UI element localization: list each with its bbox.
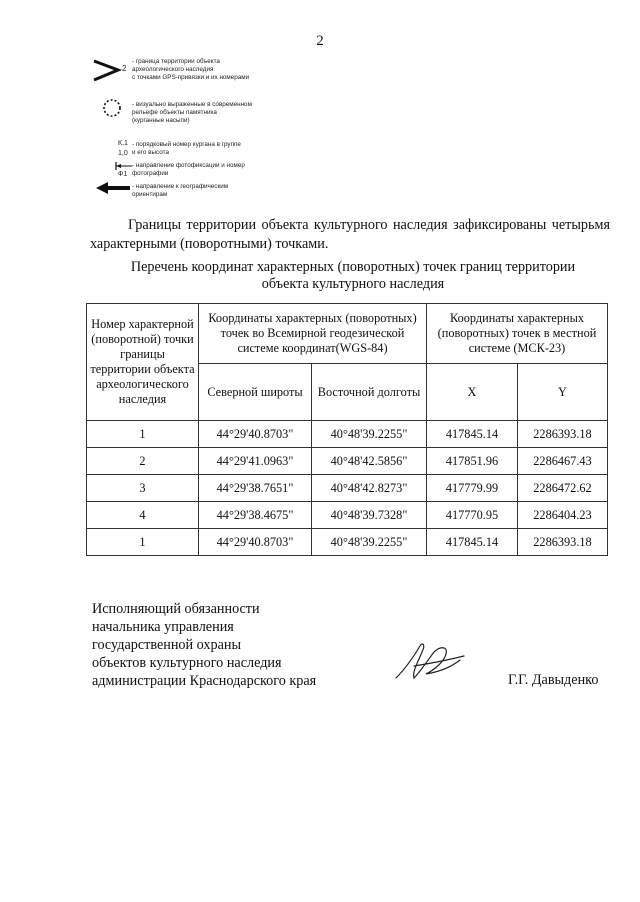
legend-item-mounds: - визуально выраженные в современном рельефе объекты памятника (курганные насыпи) <box>132 101 252 125</box>
boundary-paragraph-text: Границы территории объекта культурного наследия зафиксированы четырьмя характерными (поворотными) точками. <box>90 217 610 252</box>
cell-point: 1 <box>87 421 199 448</box>
header-msk23: Координаты характерных (поворотных) точек в местной системе (МСК-23) <box>427 304 608 364</box>
cell-x: 417851.96 <box>427 448 518 475</box>
cell-lat: 44°29'40.8703" <box>199 529 312 556</box>
signatory-line: объектов культурного наследия <box>92 655 282 671</box>
header-point-number: Номер характерной (поворотной) точки границы территории объекта археологического наследия <box>87 304 199 421</box>
signatory-line: государственной охраны <box>92 637 242 653</box>
cell-lat: 44°29'40.8703" <box>199 421 312 448</box>
boundary-paragraph <box>90 216 610 254</box>
header-x: X <box>427 364 518 421</box>
direction-arrow-icon <box>96 182 132 194</box>
cell-x: 417779.99 <box>427 475 518 502</box>
cell-point: 4 <box>87 502 199 529</box>
boundary-line-icon <box>92 58 122 84</box>
table-row <box>87 529 608 556</box>
table-row <box>87 421 608 448</box>
cell-y: 2286472.62 <box>518 475 608 502</box>
signatory-title <box>92 600 316 690</box>
signatory-name: Г.Г. Давыденко <box>508 672 599 688</box>
cell-lon: 40°48'39.2255" <box>312 421 427 448</box>
legend-item-kurgan: - порядковый номер кургана в группе и его высота <box>132 141 241 157</box>
table-row <box>87 502 608 529</box>
legend-item-photo: - направление фотофиксации и номер фотографии <box>132 162 245 178</box>
cell-y: 2286393.18 <box>518 421 608 448</box>
cell-x: 417770.95 <box>427 502 518 529</box>
photo-direction-icon <box>114 161 134 171</box>
table-caption: Перечень координат характерных (поворотных) точек границ территории объекта культурного наследия <box>130 259 576 292</box>
cell-y: 2286393.18 <box>518 529 608 556</box>
signatory-line: Исполняющий обязанности <box>92 601 260 617</box>
signatory-line: администрации Краснодарского края <box>92 673 317 689</box>
dotted-circle-icon <box>102 98 122 118</box>
cell-lon: 40°48'42.8273" <box>312 475 427 502</box>
table-row <box>87 448 608 475</box>
kurgan-height-label: 1,0 <box>118 150 128 157</box>
handwritten-signature <box>392 638 472 688</box>
table-row <box>87 475 608 502</box>
cell-lon: 40°48'42.5856" <box>312 448 427 475</box>
legend-item-boundary: - граница территории объекта археологического наследия с точками GPS-привязки и их номерами <box>132 58 250 82</box>
coordinates-table <box>86 303 608 556</box>
header-east-longitude: Восточной долготы <box>312 364 427 421</box>
kurgan-number-label: К.1 <box>118 140 128 147</box>
signatory-line: начальника управления <box>92 619 234 635</box>
cell-y: 2286467.43 <box>518 448 608 475</box>
cell-lat: 44°29'41.0963" <box>199 448 312 475</box>
cell-point: 2 <box>87 448 199 475</box>
legend-item-direction: - направление к географическим ориентирам <box>132 183 229 199</box>
cell-x: 417845.14 <box>427 529 518 556</box>
header-wgs84: Координаты характерных (поворотных) точек во Всемирной геодезической системе координат(WGS-84) <box>199 304 427 364</box>
cell-point: 3 <box>87 475 199 502</box>
cell-x: 417845.14 <box>427 421 518 448</box>
cell-lon: 40°48'39.7328" <box>312 502 427 529</box>
cell-lon: 40°48'39.2255" <box>312 529 427 556</box>
boundary-point-number: 2 <box>122 64 127 73</box>
cell-lat: 44°29'38.4675" <box>199 502 312 529</box>
page-number: 2 <box>316 33 324 49</box>
header-y: Y <box>518 364 608 421</box>
photo-number-label: Ф1 <box>118 171 128 178</box>
header-north-latitude: Северной широты <box>199 364 312 421</box>
cell-lat: 44°29'38.7651" <box>199 475 312 502</box>
cell-point: 1 <box>87 529 199 556</box>
cell-y: 2286404.23 <box>518 502 608 529</box>
